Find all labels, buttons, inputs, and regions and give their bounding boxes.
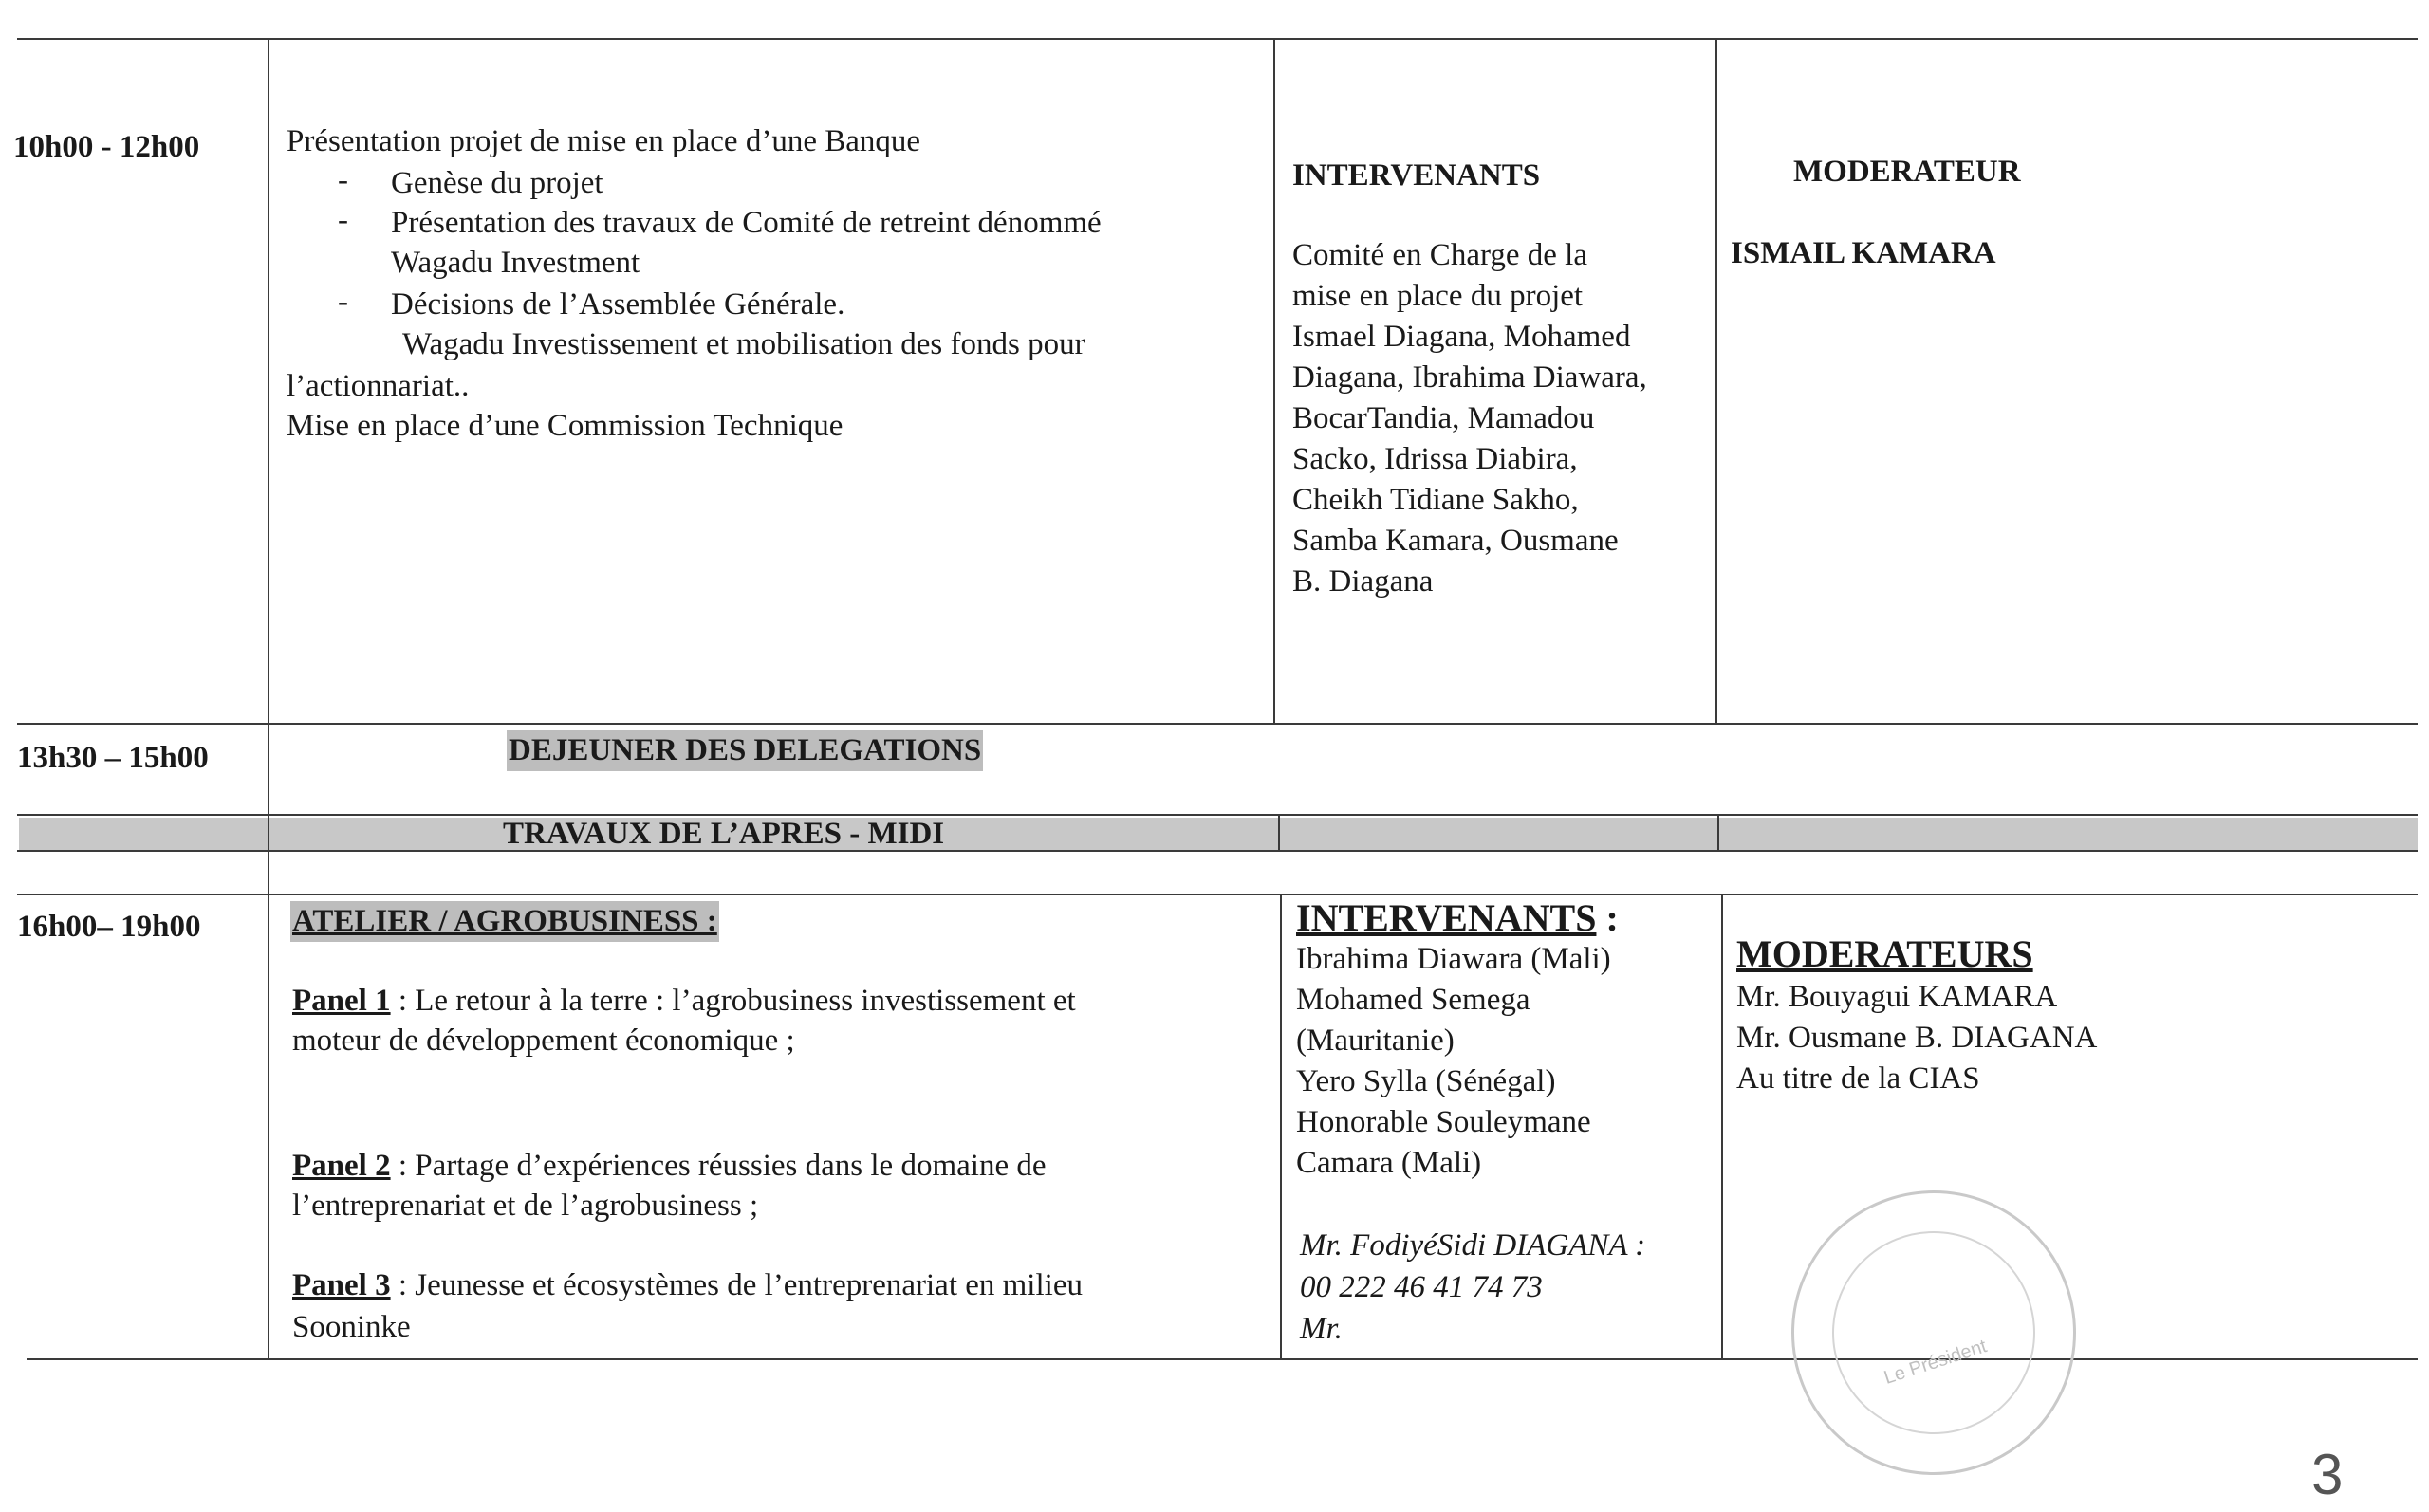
moderator-line: Mr. Bouyagui KAMARA [1736, 980, 2058, 1014]
stamp-text: Le Président [1882, 1336, 1990, 1389]
time-slot-1: 10h00 - 12h00 [13, 130, 200, 164]
speaker-line: Camara (Mali) [1296, 1146, 1482, 1180]
stamp-inner-ring [1832, 1231, 2035, 1434]
bullet-item-continued: Wagadu Investment [391, 246, 640, 280]
speaker-line: Comité en Charge de la [1292, 238, 1587, 272]
moderator-name: ISMAIL KAMARA [1731, 236, 1996, 270]
panel-3-label: Panel 3 [292, 1268, 391, 1302]
panel-1-text: : Le retour à la terre : l’agrobusiness investissement et [390, 984, 1076, 1018]
top-rule [17, 38, 2418, 40]
bullet-item: Présentation des travaux de Comité de retreint dénommé [391, 206, 1102, 240]
col2-divider-band [1278, 814, 1280, 850]
afternoon-label: TRAVAUX DE L’APRES - MIDI [503, 817, 945, 851]
col1-divider [268, 38, 269, 1358]
speaker-line: Diagana, Ibrahima Diawara, [1292, 360, 1647, 395]
col3-divider-band [1717, 814, 1719, 850]
contact-extra: Mr. [1300, 1312, 1343, 1346]
bullet-dash: - [338, 163, 348, 197]
col3-divider-top [1715, 38, 1717, 723]
speaker-line: B. Diagana [1292, 564, 1434, 599]
page-number: 3 [2311, 1443, 2344, 1506]
panel-1 [292, 981, 1076, 1022]
moderator-line: Mr. Ousmane B. DIAGANA [1736, 1021, 2098, 1055]
contact-phone: 00 222 46 41 74 73 [1300, 1270, 1543, 1304]
speakers-heading-colon: : [1596, 896, 1619, 939]
lunch-label: DEJEUNER DES DELEGATIONS [507, 730, 983, 771]
panel-2 [292, 1146, 1046, 1187]
bullet-item: Décisions de l’Assemblée Générale. [391, 287, 845, 322]
speakers-heading-text: INTERVENANTS [1296, 896, 1597, 939]
session-line: l’actionnariat.. [287, 369, 470, 403]
time-slot-2: 13h30 – 15h00 [17, 741, 209, 775]
speaker-line: Sacko, Idrissa Diabira, [1292, 442, 1578, 476]
speaker-line: Yero Sylla (Sénégal) [1296, 1064, 1556, 1098]
speaker-line: Cheikh Tidiane Sakho, [1292, 483, 1579, 517]
moderators-heading: MODERATEURS [1736, 932, 2033, 975]
col2-divider-bottom [1280, 894, 1282, 1358]
panel-1-line2: moteur de développement économique ; [292, 1023, 795, 1058]
panel-2-text: : Partage d’expériences réussies dans le domaine de [390, 1149, 1047, 1183]
moderator-heading: MODERATEUR [1793, 155, 2021, 189]
speakers-heading-2 [1296, 895, 1619, 941]
session-line: Mise en place d’une Commission Technique [287, 409, 844, 443]
session-title: Présentation projet de mise en place d’une Banque [287, 124, 921, 158]
speakers-heading: INTERVENANTS [1292, 158, 1541, 193]
session-line: Wagadu Investissement et mobilisation des fonds pour [402, 327, 1085, 361]
speakers-list [1292, 235, 1647, 602]
afternoon-band [19, 818, 2418, 850]
row2-bottom-rule [17, 814, 2418, 816]
speaker-line: Mohamed Semega [1296, 983, 1530, 1017]
speaker-line: Samba Kamara, Ousmane [1292, 524, 1619, 558]
speaker-line: Ibrahima Diawara (Mali) [1296, 942, 1611, 976]
speaker-line: Ismael Diagana, Mohamed [1292, 320, 1631, 354]
association-stamp [1791, 1190, 2076, 1475]
speakers-list-2 [1296, 939, 1611, 1184]
speaker-line: BocarTandia, Mamadou [1292, 401, 1595, 435]
bullet-dash: - [338, 285, 348, 319]
bullet-dash: - [338, 203, 348, 237]
speaker-line: mise en place du projet [1292, 279, 1584, 313]
time-slot-4: 16h00– 19h00 [17, 910, 201, 944]
panel-2-label: Panel 2 [292, 1149, 391, 1183]
row3-bottom-rule [17, 850, 2418, 852]
moderators-list [1736, 977, 2097, 1099]
panel-3-text: : Jeunesse et écosystèmes de l’entreprenariat en milieu [390, 1268, 1083, 1302]
panel-3-line2: Sooninke [292, 1310, 411, 1344]
speaker-line: (Mauritanie) [1296, 1023, 1455, 1058]
contact-name: Mr. FodiyéSidi DIAGANA : [1300, 1228, 1646, 1263]
row4-top-rule [17, 894, 2418, 895]
panel-1-label: Panel 1 [292, 984, 391, 1018]
panel-2-line2: l’entreprenariat et de l’agrobusiness ; [292, 1189, 759, 1223]
workshop-title: ATELIER / AGROBUSINESS : [290, 901, 719, 942]
speaker-line: Honorable Souleymane [1296, 1105, 1591, 1139]
col2-divider-top [1273, 38, 1275, 723]
panel-3 [292, 1265, 1083, 1306]
bullet-item: Genèse du projet [391, 166, 603, 200]
col3-divider-bottom [1721, 894, 1723, 1358]
row1-bottom-rule [17, 723, 2418, 725]
moderator-line: Au titre de la CIAS [1736, 1061, 1980, 1096]
